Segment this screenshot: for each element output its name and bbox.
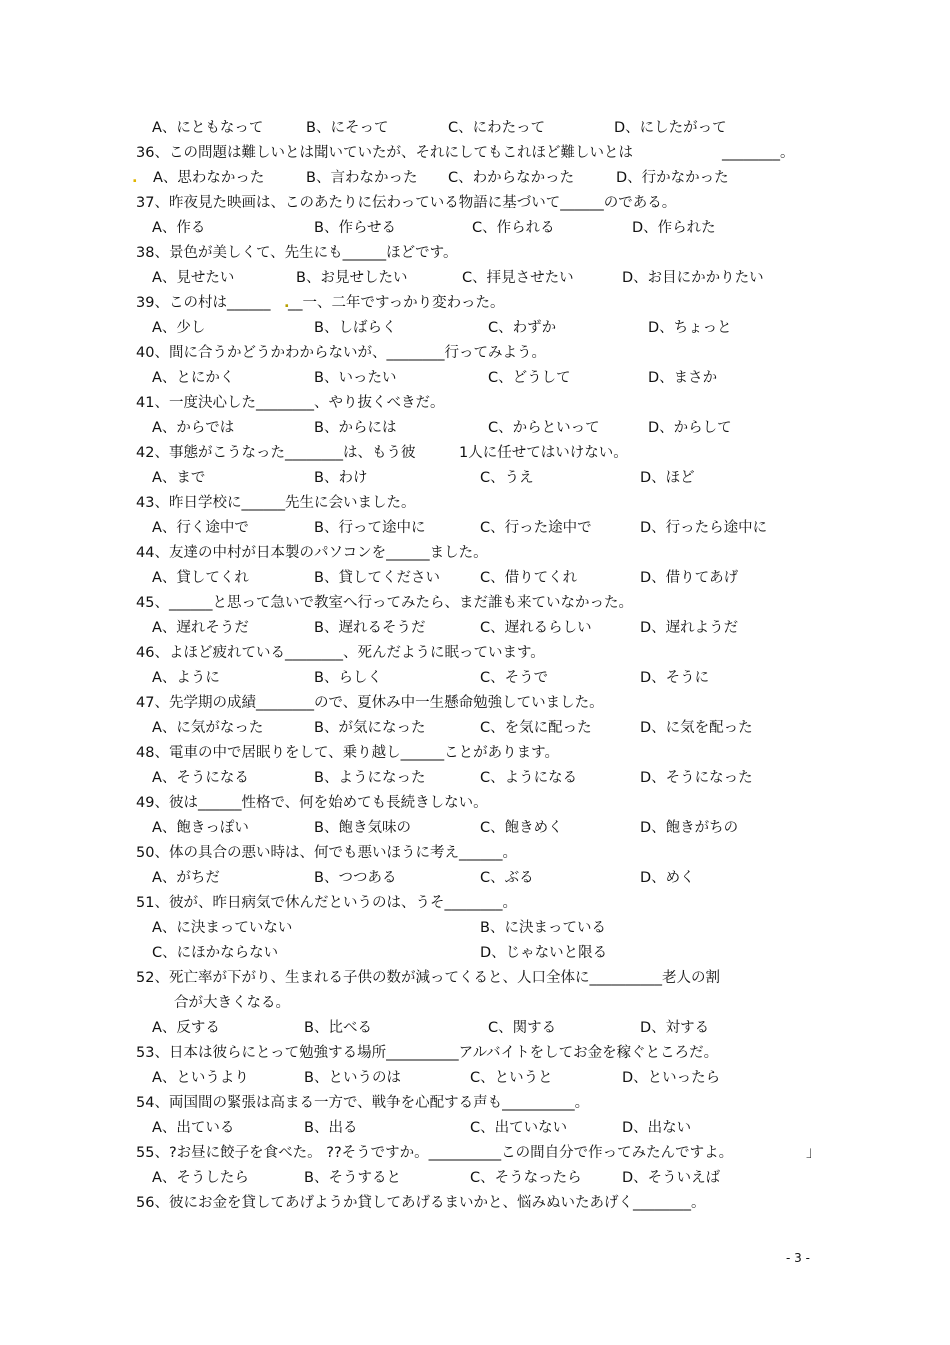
- answer-option: A、に気がなった: [152, 720, 264, 736]
- answer-option: C、うえ: [480, 470, 534, 486]
- answer-option: A、まで: [152, 470, 206, 486]
- answer-option: A、とにかく: [152, 370, 235, 386]
- options-line: [0, 866, 950, 890]
- answer-option: C、作られる: [472, 220, 555, 236]
- answer-option: B、わけ: [314, 470, 368, 486]
- answer-option: C、わずか: [488, 320, 557, 336]
- answer-option: A、少し: [152, 320, 206, 336]
- question-line: [0, 1041, 950, 1065]
- question-text: 合が大きくなる。: [174, 995, 290, 1011]
- answer-option: A、がちだ: [152, 870, 220, 886]
- answer-option: B、にそって: [306, 120, 389, 136]
- question-line: [0, 791, 950, 815]
- answer-option: C、遅れるらしい: [480, 620, 592, 636]
- question-text: 44、友達の中村が日本製のパソコンを______ました。: [136, 545, 488, 561]
- question-line: [0, 191, 950, 215]
- answer-option: C、関する: [488, 1020, 557, 1036]
- options-line: [0, 166, 950, 190]
- page-number: - 3 -: [786, 1251, 810, 1265]
- question-line: [0, 966, 950, 990]
- answer-option: D、にしたがって: [614, 120, 727, 136]
- question-line: [0, 241, 950, 265]
- answer-option: C、からといって: [488, 420, 600, 436]
- question-line: [0, 341, 950, 365]
- answer-option: C、にわたって: [448, 120, 546, 136]
- answer-option: D、お目にかかりたい: [622, 270, 764, 286]
- question-line: [0, 141, 950, 165]
- question-line: [0, 691, 950, 715]
- options-line: [0, 1016, 950, 1040]
- answer-option: A、見せたい: [152, 270, 235, 286]
- options-line: [0, 766, 950, 790]
- answer-option: A、遅れそうだ: [152, 620, 249, 636]
- answer-option: B、言わなかった: [306, 170, 418, 186]
- answer-option: D、行ったら途中に: [640, 520, 768, 536]
- answer-option: A、思わなかった: [153, 170, 265, 186]
- answer-option: A、に決まっていない: [152, 920, 293, 936]
- answer-option: D、そうに: [640, 670, 710, 686]
- answer-option: B、からには: [314, 420, 397, 436]
- answer-option: C、というと: [470, 1070, 553, 1086]
- question-text: 51、彼が、昨日病気で休んだというのは、うそ________。: [136, 895, 517, 911]
- question-line: [0, 391, 950, 415]
- answer-option: B、ようになった: [314, 770, 426, 786]
- options-line: [0, 616, 950, 640]
- question-line: [0, 741, 950, 765]
- question-text: 38、景色が美しくて、先生にも______ほどです。: [136, 245, 458, 261]
- options-line: [0, 216, 950, 240]
- question-text: 56、彼にお金を貸してあげようか貸してあげるまいかと、悩みぬいたあげく________。: [136, 1195, 706, 1211]
- question-line: [0, 291, 950, 315]
- answer-option: D、行かなかった: [616, 170, 729, 186]
- question-line: [0, 541, 950, 565]
- answer-option: D、そういえば: [622, 1170, 721, 1186]
- answer-option: C、拝見させたい: [462, 270, 574, 286]
- answer-option: A、というより: [152, 1070, 249, 1086]
- question-text: 52、死亡率が下がり、生まれる子供の数が減ってくると、人口全体に__________老人の割: [136, 970, 720, 986]
- options-line: [0, 416, 950, 440]
- answer-option: C、飽きめく: [480, 820, 563, 836]
- question-text: 45、______と思って急いで教室へ行ってみたら、まだ誰も来ていなかった。: [136, 595, 633, 611]
- answer-option: B、というのは: [304, 1070, 401, 1086]
- answer-option: D、からして: [648, 420, 732, 436]
- question-text: 46、よほど疲れている________、死んだように眠っています。: [136, 645, 545, 661]
- question-line: [0, 441, 950, 465]
- answer-option: B、に決まっている: [480, 920, 606, 936]
- options-line: [0, 516, 950, 540]
- answer-option: D、出ない: [622, 1120, 692, 1136]
- answer-option: B、比べる: [304, 1020, 372, 1036]
- options-line: [0, 316, 950, 340]
- answer-option: B、いったい: [314, 370, 397, 386]
- options-line: [0, 916, 950, 940]
- question-text: ________。: [722, 145, 795, 161]
- answer-option: B、つつある: [314, 870, 397, 886]
- answer-option: C、ようになる: [480, 770, 578, 786]
- question-text: 36、この問題は難しいとは聞いていたが、それにしてもこれほど難しいとは: [136, 145, 633, 161]
- answer-option: C、にほかならない: [152, 945, 279, 961]
- answer-option: D、まさか: [648, 370, 718, 386]
- options-line: [0, 366, 950, 390]
- answer-option: B、貸してください: [314, 570, 440, 586]
- answer-option: C、どうして: [488, 370, 571, 386]
- answer-option: A、貸してくれ: [152, 570, 249, 586]
- question-line: [0, 1091, 950, 1115]
- question-continuation: [0, 991, 950, 1015]
- question-text: 55、?お昼に餃子を食べた。 ??そうですか。__________この間自分で作ってみたんですよ。: [136, 1145, 734, 1161]
- question-text: 39、この村は______: [136, 295, 271, 311]
- answer-option: D、そうになった: [640, 770, 753, 786]
- answer-option: D、に気を配った: [640, 720, 753, 736]
- answer-option: D、遅れようだ: [640, 620, 739, 636]
- answer-option: .: [132, 170, 138, 186]
- question-line: [0, 891, 950, 915]
- options-line: [0, 466, 950, 490]
- options-line: [0, 266, 950, 290]
- answer-option: A、そうしたら: [152, 1170, 249, 1186]
- question-text: 53、日本は彼らにとって勉強する場所__________アルバイトをしてお金を稼ぐところだ。: [136, 1045, 719, 1061]
- question-text: 49、彼は______性格で、何を始めても長続きしない。: [136, 795, 488, 811]
- question-text: 50、体の具合の悪い時は、何でも悪いほうに考え______。: [136, 845, 517, 861]
- answer-option: A、ように: [152, 670, 220, 686]
- answer-option: D、ちょっと: [648, 320, 732, 336]
- question-text: .: [284, 295, 290, 311]
- options-line: [0, 1066, 950, 1090]
- answer-option: D、対する: [640, 1020, 710, 1036]
- question-text: 1人に任せてはいけない。: [459, 445, 628, 461]
- answer-option: B、遅れるそうだ: [314, 620, 426, 636]
- answer-option: A、からでは: [152, 420, 235, 436]
- answer-option: C、を気に配った: [480, 720, 592, 736]
- answer-option: C、出ていない: [470, 1120, 568, 1136]
- answer-option: C、ぶる: [480, 870, 534, 886]
- answer-option: A、飽きっぽい: [152, 820, 249, 836]
- question-text: 48、電車の中で居眠りをして、乗り越し______ことがあります。: [136, 745, 559, 761]
- question-line: [0, 1141, 950, 1165]
- answer-option: A、行く途中で: [152, 520, 249, 536]
- options-line: [0, 716, 950, 740]
- answer-option: C、行った途中で: [480, 520, 592, 536]
- answer-option: C、そうで: [480, 670, 549, 686]
- answer-option: B、飽き気味の: [314, 820, 411, 836]
- question-text: 54、両国間の緊張は高まる一方で、戦争を心配する声も__________。: [136, 1095, 590, 1111]
- options-line: [0, 816, 950, 840]
- question-text: 37、昨夜見た映画は、このあたりに伝わっている物語に基づいて______のである。: [136, 195, 677, 211]
- answer-option: B、が気になった: [314, 720, 426, 736]
- options-line: [0, 116, 950, 140]
- question-line: [0, 491, 950, 515]
- question-line: [0, 841, 950, 865]
- question-text: __一、二年ですっかり変わった。: [288, 295, 505, 311]
- answer-option: C、そうなったら: [470, 1170, 582, 1186]
- answer-option: B、そうすると: [304, 1170, 401, 1186]
- question-text: 」: [806, 1145, 821, 1161]
- answer-option: D、作られた: [632, 220, 716, 236]
- question-line: [0, 591, 950, 615]
- answer-option: A、作る: [152, 220, 206, 236]
- answer-option: A、にともなって: [152, 120, 264, 136]
- question-text: 43、昨日学校に______先生に会いました。: [136, 495, 416, 511]
- answer-option: B、らしく: [314, 670, 382, 686]
- answer-option: D、ほど: [640, 470, 695, 486]
- question-line: [0, 1191, 950, 1215]
- answer-option: A、出ている: [152, 1120, 235, 1136]
- question-line: [0, 641, 950, 665]
- answer-option: D、借りてあげ: [640, 570, 739, 586]
- answer-option: A、反する: [152, 1020, 220, 1036]
- answer-option: A、そうになる: [152, 770, 249, 786]
- options-line: [0, 666, 950, 690]
- answer-option: B、行って途中に: [314, 520, 426, 536]
- options-line: [0, 1116, 950, 1140]
- answer-option: D、といったら: [622, 1070, 721, 1086]
- answer-option: D、めく: [640, 870, 695, 886]
- answer-option: D、じゃないと限る: [480, 945, 608, 961]
- answer-option: C、わからなかった: [448, 170, 575, 186]
- answer-option: B、お見せしたい: [296, 270, 408, 286]
- options-line: [0, 941, 950, 965]
- question-text: 41、一度決心した________、やり抜くべきだ。: [136, 395, 445, 411]
- answer-option: B、作らせる: [314, 220, 397, 236]
- answer-option: C、借りてくれ: [480, 570, 578, 586]
- options-line: [0, 1166, 950, 1190]
- answer-option: B、出る: [304, 1120, 358, 1136]
- answer-option: B、しばらく: [314, 320, 397, 336]
- question-text: 42、事態がこうなった________は、もう彼: [136, 445, 416, 461]
- answer-option: D、飽きがちの: [640, 820, 739, 836]
- options-line: [0, 566, 950, 590]
- question-text: 47、先学期の成績________ので、夏休み中一生懸命勉強していました。: [136, 695, 604, 711]
- question-text: 40、間に合うかどうかわからないが、________行ってみよう。: [136, 345, 546, 361]
